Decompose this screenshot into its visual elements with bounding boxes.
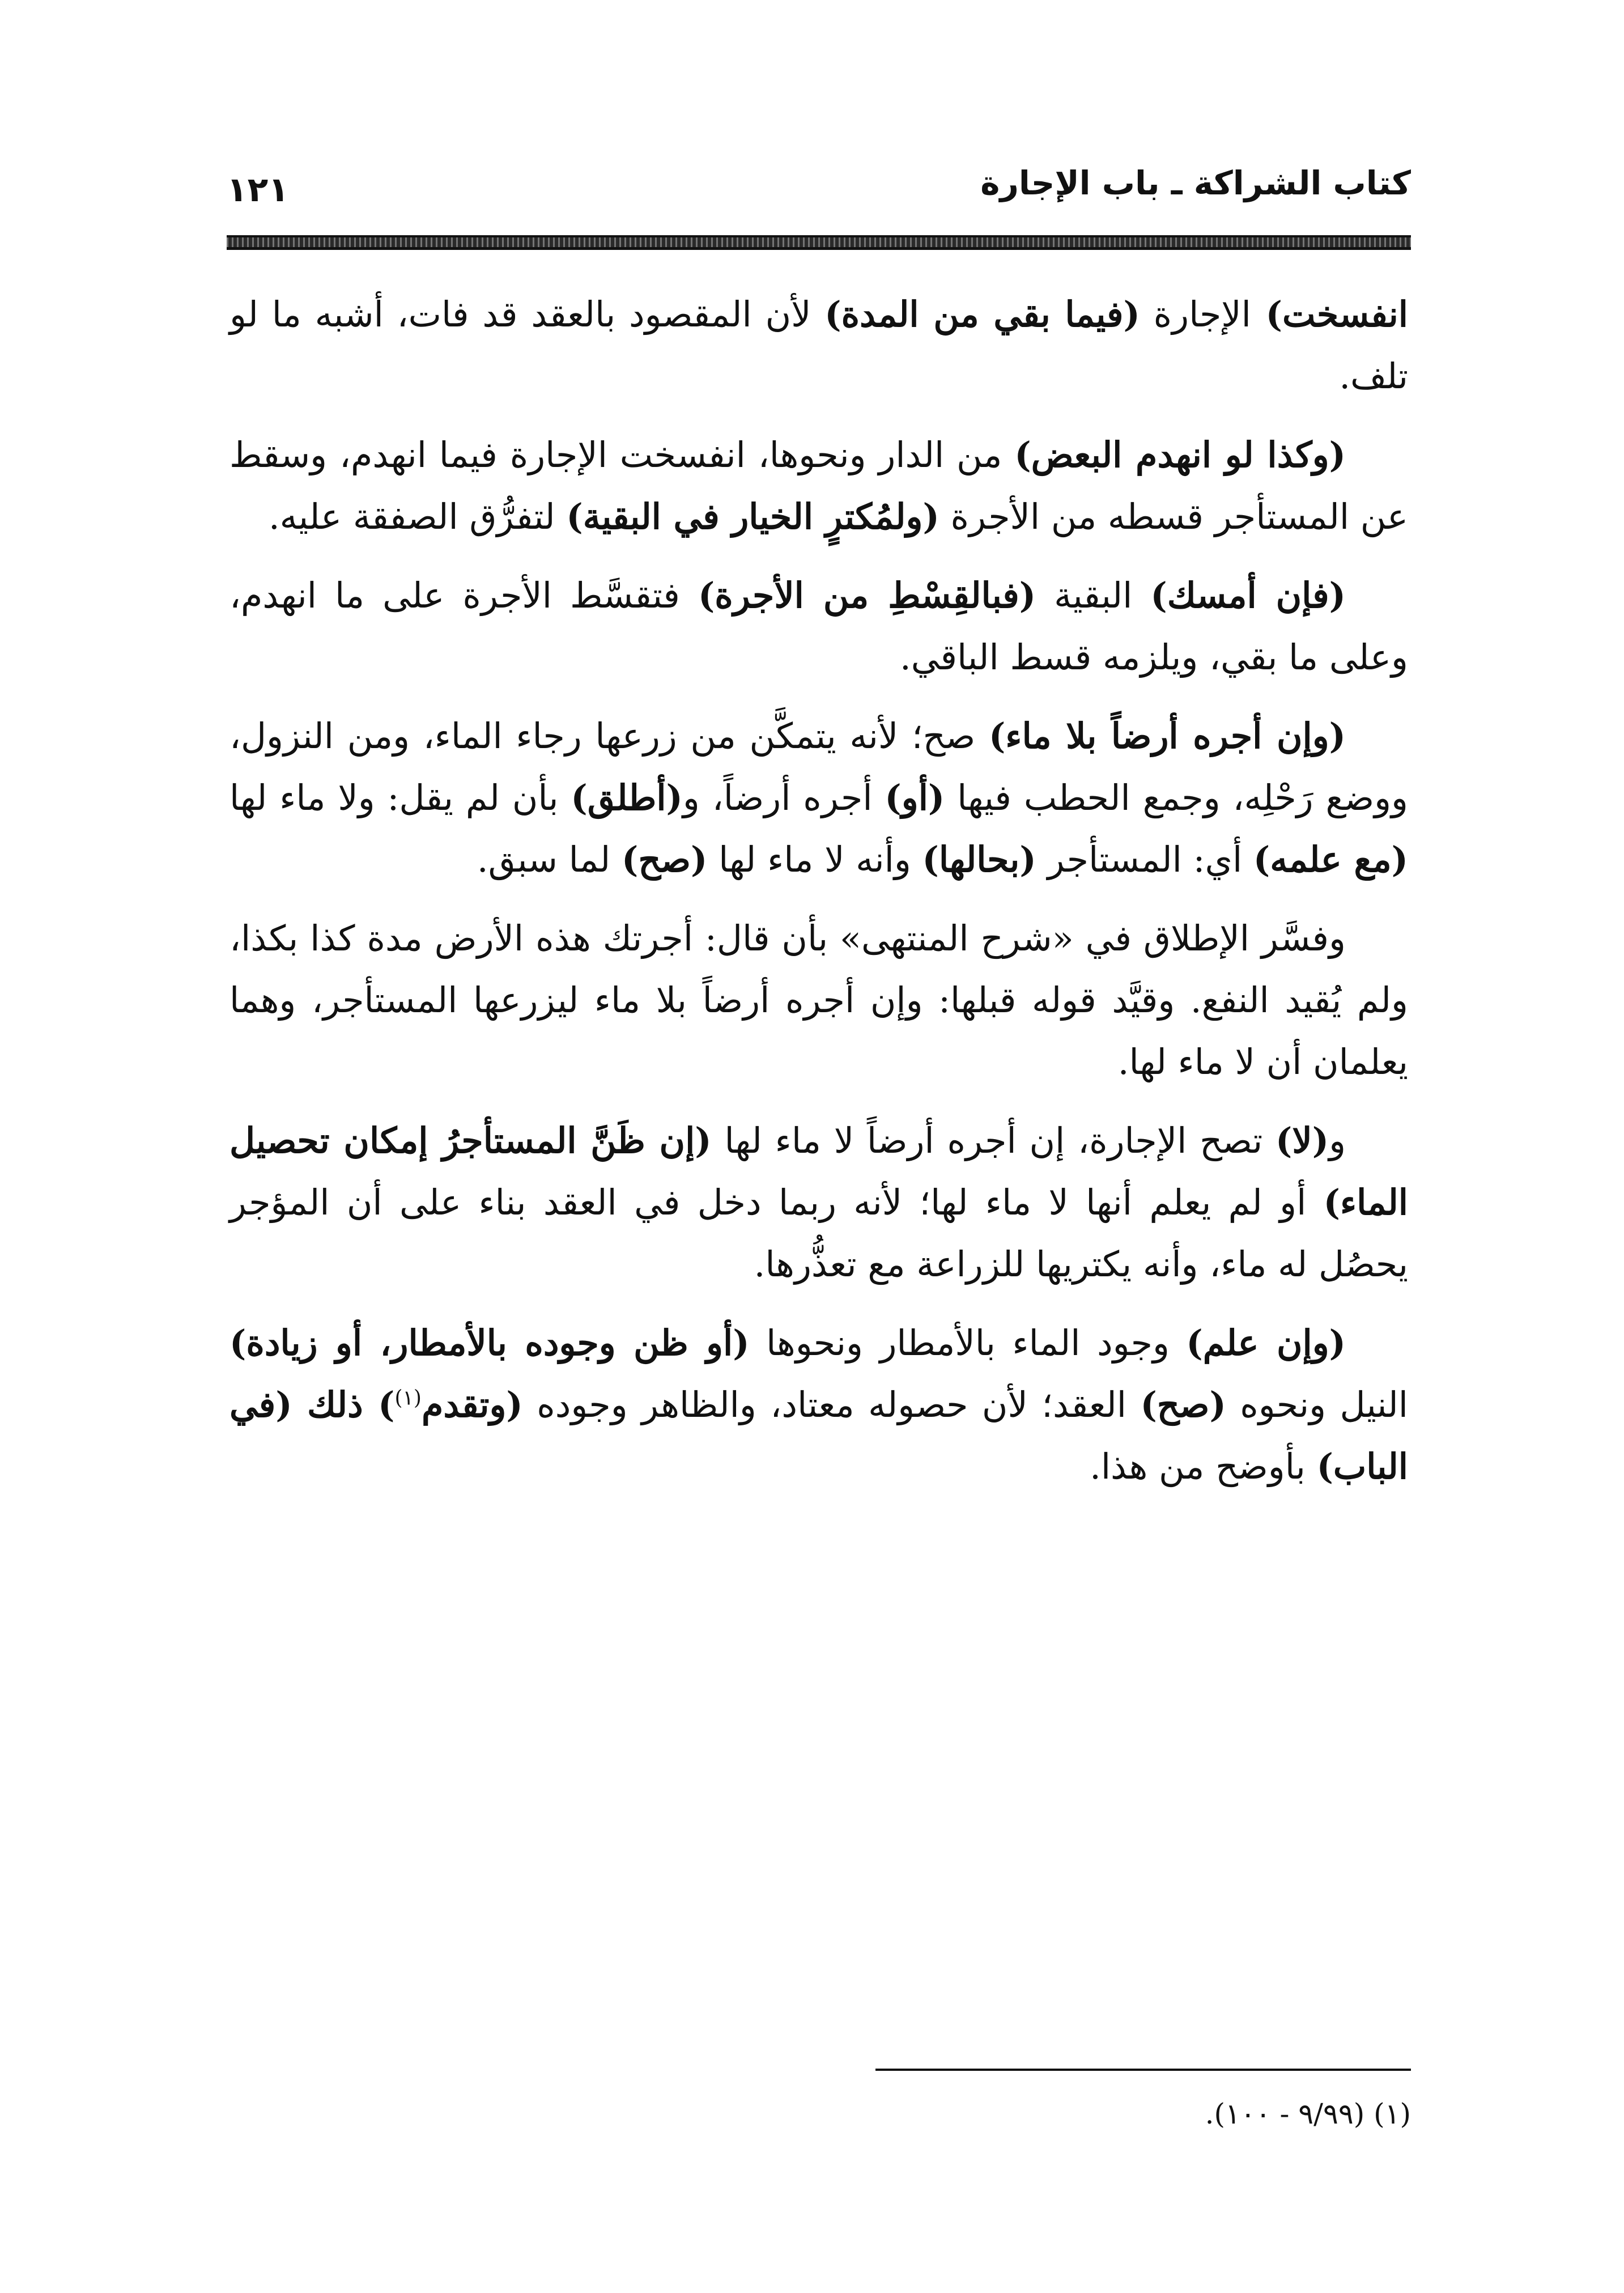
- text-run: (صح): [622, 839, 708, 880]
- text-run: (أطلق): [571, 777, 683, 818]
- text-run: (وإن أجره أرضاً بلا ماء): [988, 715, 1346, 757]
- text-run: وأنه لا ماء لها: [707, 839, 922, 880]
- footnote-marker: (١): [1374, 2097, 1411, 2130]
- text-run: (في الباب): [229, 1384, 1408, 1487]
- paragraph: [229, 564, 1408, 688]
- chapter-title: كتاب الشراكة ـ باب الإجارة: [980, 164, 1411, 202]
- text-run: (بحالها): [922, 839, 1036, 880]
- text-run: الإجارة: [1140, 294, 1251, 335]
- running-header: [227, 156, 1411, 224]
- text-run: لتفرُّق الصفقة عليه.: [268, 496, 567, 537]
- text-run: (أو): [885, 777, 945, 818]
- text-run: أو لم يعلم أنها لا ماء لها؛ لأنه ربما دخل في العقد بناء على أن المؤجر يحصُل له ماء، وأنه يكتريها للزراعة مع تعذُّرها.: [229, 1182, 1408, 1285]
- text-run: أجره أرضاً، و: [682, 777, 885, 818]
- text-run: (أو ظن وجوده بالأمطار، أو زيادة): [229, 1322, 750, 1364]
- text-run: وجود الماء بالأمطار ونحوها: [749, 1322, 1187, 1364]
- text-run: ذلك: [292, 1384, 379, 1425]
- text-run: (وإن علم): [1186, 1322, 1346, 1364]
- footnote-text: (٩/٩٩ - ١٠٠).: [1205, 2097, 1365, 2130]
- text-run: (ولمُكترٍ الخيار في البقية): [566, 496, 939, 537]
- text-run: تصح الإجارة، إن أجره أرضاً لا ماء لها: [711, 1120, 1276, 1161]
- footnote-divider: [875, 2069, 1411, 2071]
- paragraph: [229, 907, 1408, 1093]
- text-run: (إن ظَنَّ المستأجرُ إمكان تحصيل الماء): [229, 1120, 1408, 1223]
- text-run: (لا): [1276, 1120, 1329, 1161]
- text-run: أي: المستأجر: [1036, 839, 1253, 880]
- text-run: (فبالقِسْطِ من الأجرة): [698, 575, 1036, 616]
- text-run: لأن المقصود بالعقد قد فات، أشبه ما لو تلف.: [229, 294, 1408, 397]
- text-run: (مع علمه): [1253, 839, 1408, 880]
- text-run: بأوضح من هذا.: [1090, 1446, 1317, 1487]
- text-run: (صح): [1140, 1384, 1226, 1425]
- text-run: (وكذا لو انهدم البعض): [1014, 434, 1346, 475]
- text-run: و: [1329, 1120, 1346, 1161]
- main-text: [229, 283, 1408, 1514]
- text-run: العقد؛ لأن حصوله معتاد، والظاهر وجوده: [522, 1384, 1141, 1425]
- header-divider: [227, 235, 1411, 250]
- page-number: ١٢١: [227, 170, 289, 210]
- paragraph: [229, 424, 1408, 547]
- paragraph: [229, 283, 1408, 407]
- text-run: البقية: [1036, 575, 1151, 616]
- text-run: من الدار ونحوها، انفسخت الإجارة فيما انهدم، وسقط عن المستأجر قسطه من الأجرة: [229, 434, 1408, 537]
- text-run: (فإن أمسك): [1150, 575, 1346, 616]
- paragraph: [229, 1110, 1408, 1295]
- text-run: بأن لم يقل: ولا ماء لها: [229, 777, 571, 818]
- text-run: انفسخت): [1251, 294, 1408, 335]
- text-run: (فيما بقي من المدة): [824, 294, 1140, 335]
- paragraph: [229, 705, 1408, 890]
- text-run: لما سبق.: [477, 839, 622, 880]
- text-run: فتقسَّط الأجرة على ما انهدم، وعلى ما بقي، ويلزمه قسط الباقي.: [229, 575, 1408, 678]
- text-run: وفسَّر الإطلاق في «شرح المنتهى» بأن قال: أجرتك هذه الأرض مدة كذا بكذا، ولم يُقيد النفع. وقيَّد قوله قبلها: وإن أجره أرضاً بلا ماء ليزرعها المستأجر، وهما يعلمان أن لا ماء لها.: [229, 918, 1408, 1082]
- paragraph: [229, 1312, 1408, 1497]
- footnote: [1205, 2091, 1411, 2137]
- text-run: صح؛ لأنه يتمكَّن من زرعها رجاء الماء، ومن النزول، ووضع رَحْلِه، وجمع الحطب فيها: [229, 715, 1408, 818]
- footnote-reference[interactable]: (١): [394, 1386, 422, 1410]
- text-run: ): [378, 1384, 395, 1425]
- text-run: (وتقدم: [421, 1384, 523, 1425]
- text-run: النيل ونحوه: [1226, 1384, 1409, 1425]
